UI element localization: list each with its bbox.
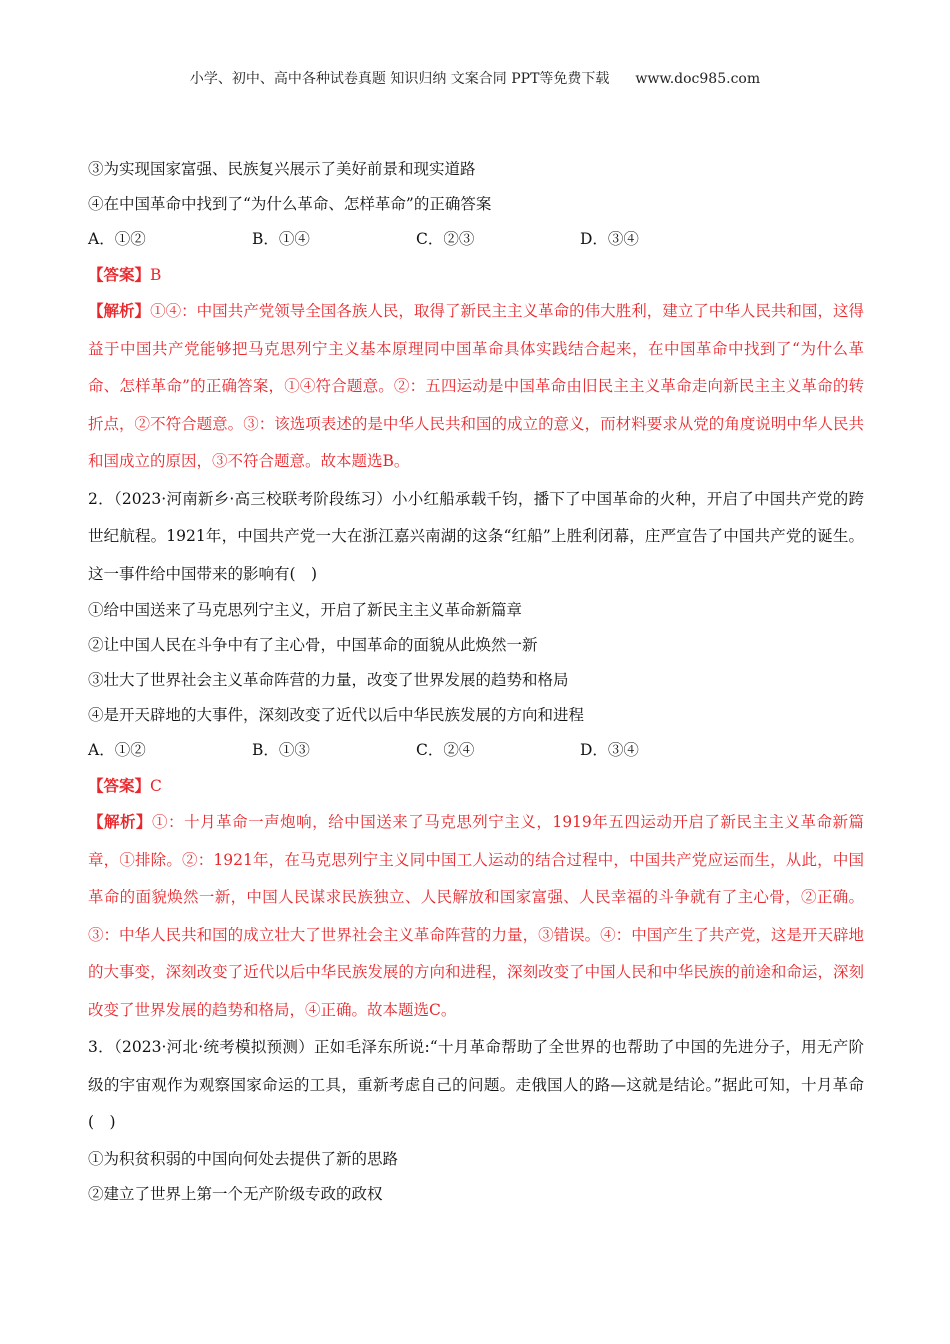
choice-a: A．①② <box>88 741 146 759</box>
answer-choices <box>88 733 864 768</box>
header-url: www.doc985.com <box>635 71 761 87</box>
question-number: 2． <box>88 489 114 508</box>
option-item: ④是开天辟地的大事件，深刻改变了近代以后中华民族发展的方向和进程 <box>88 706 585 724</box>
option-item: ②让中国人民在斗争中有了主心骨，中国革命的面貌从此焕然一新 <box>88 636 538 654</box>
analysis-label: 【解析】 <box>88 301 151 320</box>
analysis-text: ①④：中国共产党领导全国各族人民，取得了新民主主义革命的伟大胜利，建立了中华人民共和国，这得益于中国共产党能够把马克思列宁主义基本原理同中国革命具体实践结合起来，在中国革命中找到了“为什么革命、怎样革命”的正确答案，①④符合题意。②：五四运动是中国革命由旧民主主义革命走向新民主主义革命的转折点，②不符合题意。③：该选项表述的是中华人民共和国的成立的意义，而材料要求从党的角度说明中华人民共和国成立的原因，③不符合题意。故本题选B。 <box>88 302 864 470</box>
question-3 <box>88 1029 864 1212</box>
answer-value: C <box>150 777 162 795</box>
option-item: ③为实现国家富强、民族复兴展示了美好前景和现实道路 <box>88 160 476 178</box>
analysis-text: ①：十月革命一声炮响，给中国送来了马克思列宁主义，1919年五四运动开启了新民主主义革命新篇章，①排除。②：1921年，在马克思列宁主义同中国工人运动的结合过程中，中国共产党应运而生，从此，中国革命的面貌焕然一新，中国人民谋求民族独立、人民解放和国家富强、人民幸福的斗争就有了主心骨，②正确。③：中华人民共和国的成立壮大了世界社会主义革命阵营的力量，③错误。④：中国产生了共产党，这是开天辟地的大事变，深刻改变了近代以后中华民族发展的方向和进程，深刻改变了中国人民和中华民族的前途和命运，深刻改变了世界发展的趋势和格局，④正确。故本题选C。 <box>88 813 864 1019</box>
page-header <box>0 68 950 88</box>
choice-c: C．②③ <box>416 230 475 248</box>
question-source: （2023·河南新乡·高三校联考阶段练习） <box>113 489 392 508</box>
choice-a: A．①② <box>88 230 146 248</box>
question-stem <box>88 481 864 594</box>
question-2 <box>88 481 864 1030</box>
question-1 <box>88 152 864 481</box>
choice-d: D．③④ <box>580 230 639 248</box>
answer-choices <box>88 222 864 257</box>
question-source: （2023·河北·统考模拟预测） <box>113 1038 314 1056</box>
analysis-paragraph <box>88 803 864 1029</box>
choice-b: B．①③ <box>252 741 310 759</box>
question-text: 正如毛泽东所说:“十月革命帮助了全世界的也帮助了中国的先进分子，用无产阶级的宇宙观作为观察国家命运的工具，重新考虑自己的问题。走俄国人的路—这就是结论。”据此可知，十月革命( ) <box>88 1038 864 1131</box>
question-text: 小小红船承载千钧，播下了中国革命的火种，开启了中国共产党的跨世纪航程。1921年，中国共产党一大在浙江嘉兴南湖的这条“红船”上胜利闭幕，庄严宣告了中国共产党的诞生。这一事件给中国带来的影响有( ) <box>88 489 864 583</box>
question-number: 3． <box>88 1038 114 1056</box>
option-item: ③壮大了世界社会主义革命阵营的力量，改变了世界发展的趋势和格局 <box>88 671 569 689</box>
answer-line <box>88 257 864 292</box>
analysis-label: 【解析】 <box>88 812 153 831</box>
page-content <box>88 152 864 1212</box>
option-item: ①给中国送来了马克思列宁主义，开启了新民主主义革命新篇章 <box>88 601 523 619</box>
option-item: ②建立了世界上第一个无产阶级专政的政权 <box>88 1184 383 1203</box>
answer-label: 【答案】 <box>88 265 151 284</box>
option-item: ①为积贫积弱的中国向何处去提供了新的思路 <box>88 1149 399 1168</box>
analysis-paragraph <box>88 292 864 481</box>
choice-b: B．①④ <box>252 230 310 248</box>
answer-label: 【答案】 <box>88 776 151 795</box>
choice-c: C．②④ <box>416 741 475 759</box>
answer-line <box>88 768 864 803</box>
choice-d: D．③④ <box>580 741 639 759</box>
question-stem <box>88 1029 864 1142</box>
answer-value: B <box>150 266 162 284</box>
header-site-description: 小学、初中、高中各种试卷真题 知识归纳 文案合同 PPT等免费下载 <box>189 71 610 87</box>
option-item: ④在中国革命中找到了“为什么革命、怎样革命”的正确答案 <box>88 195 492 213</box>
